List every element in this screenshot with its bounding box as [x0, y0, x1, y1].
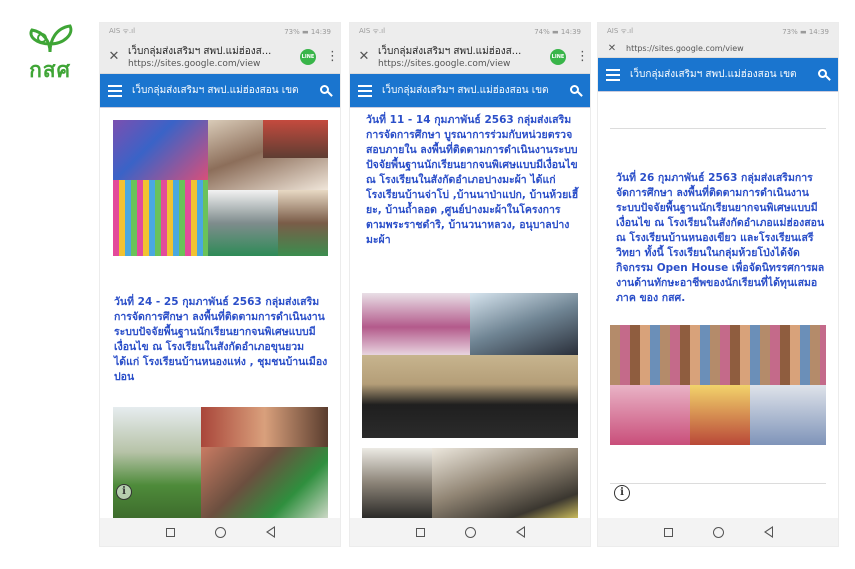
- android-nav-bar: [598, 518, 838, 546]
- line-label: LINE: [551, 53, 565, 60]
- close-icon[interactable]: ✕: [358, 49, 370, 64]
- status-bar: [598, 23, 838, 40]
- site-header: [598, 58, 838, 92]
- url-text[interactable]: https://sites.google.com/view: [626, 44, 744, 53]
- status-bar: [350, 23, 590, 40]
- site-title[interactable]: เว็บกลุ่มส่งเสริมฯ สพป.แม่ฮ่องสอน เขต: [132, 85, 299, 96]
- site-title[interactable]: เว็บกลุ่มส่งเสริมฯ สพป.แม่ฮ่องสอน เขต: [382, 85, 549, 96]
- activity-photo-collage: [113, 120, 328, 256]
- site-header: [100, 74, 340, 108]
- carrier-signal: AIS ᯤ.ıl: [607, 27, 634, 35]
- line-share-icon[interactable]: [300, 49, 316, 65]
- browser-url-bar: [598, 40, 838, 58]
- home-icon[interactable]: [713, 527, 724, 538]
- sprout-icon: [22, 22, 78, 54]
- hamburger-menu-icon[interactable]: [606, 69, 620, 81]
- search-icon[interactable]: [320, 85, 332, 97]
- info-icon[interactable]: i: [116, 484, 132, 500]
- line-label: LINE: [301, 53, 315, 60]
- close-icon[interactable]: ✕: [108, 49, 120, 64]
- url-text[interactable]: https://sites.google.com/view: [128, 59, 261, 69]
- carrier-signal: AIS ᯤ.ıl: [359, 27, 386, 35]
- phone-screen-1: [100, 23, 340, 546]
- site-title[interactable]: เว็บกลุ่มส่งเสริมฯ สพป.แม่ฮ่องสอน เขต: [630, 69, 797, 80]
- activity-photo-collage-2: [362, 448, 578, 518]
- post-text: วันที่ 24 - 25 กุมภาพันธ์ 2563 กลุ่มส่งเสริมการจัดการศึกษา ลงพื้นที่ติดตามการดำเนินงานระบบปัจจัยพื้นฐานนักเรียนยากจนพิเศษแบบมีเงื่อนไข ณ โรงเรียนในสังกัดอำเภอขุนยวม ได้แก่ โรงเรียนบ้านหนองแห่ง , ชุมชนบ้านเมืองปอน: [114, 296, 328, 383]
- search-icon[interactable]: [570, 85, 582, 97]
- browser-url-bar: [350, 40, 590, 74]
- post-text: วันที่ 11 - 14 กุมภาพันธ์ 2563 กลุ่มส่งเสริมการจัดการศึกษา บูรณาการร่วมกับหน่วยตรวจสอบภายใน ลงพื้นที่ติดตามการดำเนินงานระบบปัจจัยพื้นฐานนักเรียนยากจนพิเศษแบบมีเงื่อนไข ณ โรงเรียนในสังกัดอำเภอปางมะผ้า ได้แก่ โรงเรียนบ้านจ่าโบ่ ,บ้านนาป่าแปก, บ้านห้วยเฮี้ยะ, บ้านถ้ำลอด ,ศูนย์ปางมะผ้าในโครงการตามพระราชดำริ, บ้านวนาหลวง, อนุบาลปางมะผ้า: [366, 114, 579, 246]
- search-icon[interactable]: [818, 69, 830, 81]
- android-nav-bar: [100, 518, 340, 546]
- browser-url-bar: [100, 40, 340, 74]
- post-text: วันที่ 26 กุมภาพันธ์ 2563 กลุ่มส่งเสริมการจัดการศึกษา ลงพื้นที่ติดตามการดำเนินงานระบบปัจจัยพื้นฐานนักเรียนยากจนพิเศษแบบมีเงื่อนไข ณ โรงเรียนในสังกัดอำเภอแม่ฮ่องสอน ณ โรงเรียนบ้านหนองเขียว และโรงเรียนเสรีวิทยา ทั้งนี้ โรงเรียนในกลุ่มห้วยโป่งได้จัดกิจกรรม Open House เพื่อจัดนิทรรศการผลงานด้านทักษะอาชีพของนักเรียนที่ได้ทุนเสมอภาค ของ กสศ.: [616, 172, 825, 304]
- hamburger-menu-icon[interactable]: [358, 85, 372, 97]
- site-header: [350, 74, 590, 108]
- hamburger-menu-icon[interactable]: [108, 85, 122, 97]
- phone-screen-3: [598, 23, 838, 546]
- carrier-signal: AIS ᯤ.ıl: [109, 27, 136, 35]
- battery-time: 73% ▬ 14:39: [782, 27, 829, 36]
- eef-logo: [22, 22, 78, 82]
- activity-photo-collage: [610, 325, 826, 445]
- more-menu-icon[interactable]: ⋮: [576, 49, 589, 64]
- line-share-icon[interactable]: [550, 49, 566, 65]
- logo-text: กสศ: [29, 58, 71, 82]
- more-menu-icon[interactable]: ⋮: [326, 49, 339, 64]
- back-icon[interactable]: [516, 526, 525, 538]
- phone-screen-2: [350, 23, 590, 546]
- page-title: เว็บกลุ่มส่งเสริมฯ สพป.แม่ฮ่องส...: [128, 46, 272, 57]
- back-icon[interactable]: [764, 526, 773, 538]
- battery-time: 73% ▬ 14:39: [284, 27, 331, 36]
- page-title: เว็บกลุ่มส่งเสริมฯ สพป.แม่ฮ่องส...: [378, 46, 522, 57]
- divider: [610, 128, 826, 129]
- info-icon[interactable]: i: [614, 485, 630, 501]
- divider: [610, 483, 826, 484]
- url-text[interactable]: https://sites.google.com/view: [378, 59, 511, 69]
- recent-apps-icon[interactable]: [664, 528, 673, 537]
- recent-apps-icon[interactable]: [166, 528, 175, 537]
- battery-time: 74% ▬ 14:39: [534, 27, 581, 36]
- activity-photo-collage-2: [113, 407, 328, 519]
- android-nav-bar: [350, 518, 590, 546]
- status-bar: [100, 23, 340, 40]
- home-icon[interactable]: [215, 527, 226, 538]
- close-icon[interactable]: ✕: [607, 43, 617, 54]
- home-icon[interactable]: [465, 527, 476, 538]
- recent-apps-icon[interactable]: [416, 528, 425, 537]
- activity-photo-collage: [362, 293, 578, 438]
- back-icon[interactable]: [266, 526, 275, 538]
